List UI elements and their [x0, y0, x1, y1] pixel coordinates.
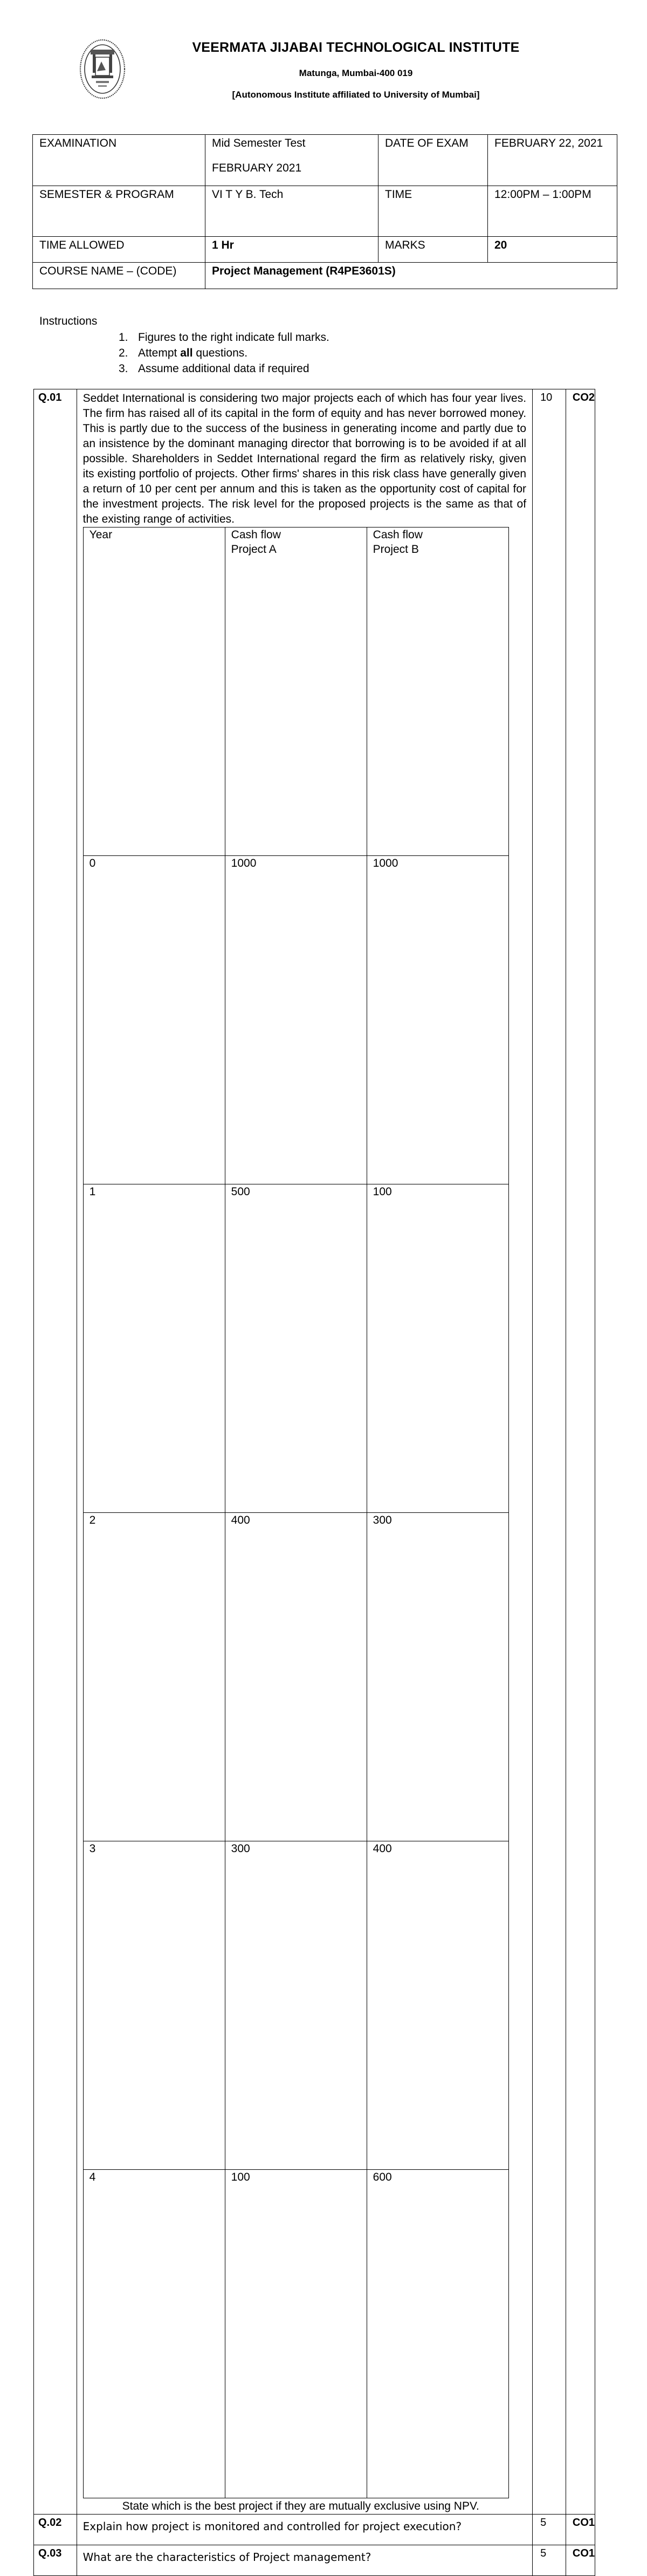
semester-value: VI T Y B. Tech	[205, 186, 378, 237]
project-b-cell: 100	[367, 1184, 508, 1513]
question-followup: State which is the best project if they are mutually exclusive using NPV.	[122, 2500, 479, 2512]
question-course-outcome: CO1	[566, 2515, 595, 2545]
examination-value-line1: Mid Semester Test	[212, 137, 306, 149]
date-value: FEBRUARY 22, 2021	[488, 135, 617, 186]
project-a-cell: 400	[225, 1513, 367, 1841]
cash-flow-header-row	[83, 527, 508, 856]
instruction-number: 3.	[119, 362, 128, 375]
date-label: DATE OF EXAM	[378, 135, 488, 186]
header-year-text: Year	[89, 529, 113, 541]
question-text: Explain how project is monitored and controlled for project execution?	[77, 2515, 532, 2545]
question-row-q02	[34, 2515, 595, 2545]
year-cell: 1	[83, 1184, 225, 1513]
header-project-a	[225, 527, 367, 856]
exam-details-table	[32, 134, 617, 289]
exam-row-allowed	[33, 237, 617, 263]
year-cell: 4	[83, 2170, 225, 2498]
header-project-b	[367, 527, 508, 856]
question-body	[77, 389, 532, 2515]
institute-affiliation: [Autonomous Institute affiliated to University of Mumbai]	[232, 90, 480, 100]
header-b-line2: Project B	[373, 543, 419, 556]
instruction-item	[119, 361, 329, 376]
instruction-text-tail: questions.	[192, 347, 248, 359]
exam-row-course	[33, 263, 617, 289]
cash-flow-row	[83, 1841, 508, 2170]
project-a-cell: 300	[225, 1841, 367, 2170]
cash-flow-row	[83, 1184, 508, 1513]
course-value: Project Management (R4PE3601S)	[205, 263, 617, 289]
year-cell: 0	[83, 856, 225, 1184]
year-cell: 2	[83, 1513, 225, 1841]
instruction-text: Figures to the right indicate full marks.	[138, 331, 329, 344]
question-row-q03	[34, 2545, 595, 2576]
institute-seal-logo	[79, 38, 126, 100]
marks-label: MARKS	[378, 237, 488, 263]
project-b-cell: 600	[367, 2170, 508, 2498]
course-label: COURSE NAME – (CODE)	[33, 263, 205, 289]
question-marks: 5	[533, 2515, 566, 2545]
institute-address: Matunga, Mumbai-400 019	[299, 68, 413, 78]
instruction-item	[119, 330, 329, 345]
header-year	[83, 527, 225, 856]
question-text: Seddet International is considering two major projects each of which has four year lives. The firm has raised all of its capital in the form of equity and has never borrowed money. This is partly due to the success of the business in generating income and partly due to an insistence by the dominant managing director that borrowing is to be avoided if at all possible. Shareholders in Seddet International regard the firm as relatively risky, given its existing portfolio of projects. Other firms' shares in this risk class have generally given a return of 10 per cent per annum and this is taken as the opportunity cost of capital for the investment projects. The risk level for the proposed projects is the same as that of the existing range of activities.	[82, 392, 527, 525]
instruction-number: 1.	[119, 331, 128, 344]
question-row-q01	[34, 389, 595, 2515]
institute-name: VEERMATA JIJABAI TECHNOLOGICAL INSTITUTE	[192, 40, 520, 55]
instructions-list	[119, 330, 329, 376]
question-number: Q.03	[34, 2545, 77, 2576]
exam-row-semester	[33, 186, 617, 237]
questions-table	[33, 389, 595, 2576]
question-marks: 10	[533, 389, 566, 2515]
project-a-cell: 100	[225, 2170, 367, 2498]
examination-value-line2: FEBRUARY 2021	[212, 162, 302, 174]
header-b-line1: Cash flow	[373, 529, 423, 541]
cash-flow-row	[83, 1513, 508, 1841]
question-course-outcome: CO1	[566, 2545, 595, 2576]
question-text: What are the characteristics of Project management?	[77, 2545, 532, 2576]
marks-value: 20	[488, 237, 617, 263]
time-label: TIME	[378, 186, 488, 237]
allowed-value: 1 Hr	[205, 237, 378, 263]
cash-flow-row	[83, 856, 508, 1184]
instruction-item	[119, 345, 329, 361]
header-a-line2: Project A	[231, 543, 277, 556]
question-number: Q.01	[34, 389, 77, 2515]
cash-flow-row	[83, 2170, 508, 2498]
project-b-cell: 1000	[367, 856, 508, 1184]
time-value: 12:00PM – 1:00PM	[488, 186, 617, 237]
allowed-label: TIME ALLOWED	[33, 237, 205, 263]
instruction-number: 2.	[119, 347, 128, 359]
project-a-cell: 500	[225, 1184, 367, 1513]
project-b-cell: 400	[367, 1841, 508, 2170]
instruction-emphasis: all	[180, 347, 193, 359]
question-course-outcome: CO2	[566, 389, 595, 2515]
year-cell: 3	[83, 1841, 225, 2170]
project-a-cell: 1000	[225, 856, 367, 1184]
instructions-heading: Instructions	[39, 315, 98, 327]
project-b-cell: 300	[367, 1513, 508, 1841]
cash-flow-table	[83, 527, 509, 2498]
exam-row-examination	[33, 135, 617, 186]
header-a-line1: Cash flow	[231, 529, 281, 541]
question-number: Q.02	[34, 2515, 77, 2545]
semester-label: SEMESTER & PROGRAM	[33, 186, 205, 237]
examination-label: EXAMINATION	[33, 135, 205, 186]
examination-value	[205, 135, 378, 186]
question-marks: 5	[533, 2545, 566, 2576]
instruction-text: Assume additional data if required	[138, 362, 309, 375]
instruction-text: Attempt	[138, 347, 181, 359]
